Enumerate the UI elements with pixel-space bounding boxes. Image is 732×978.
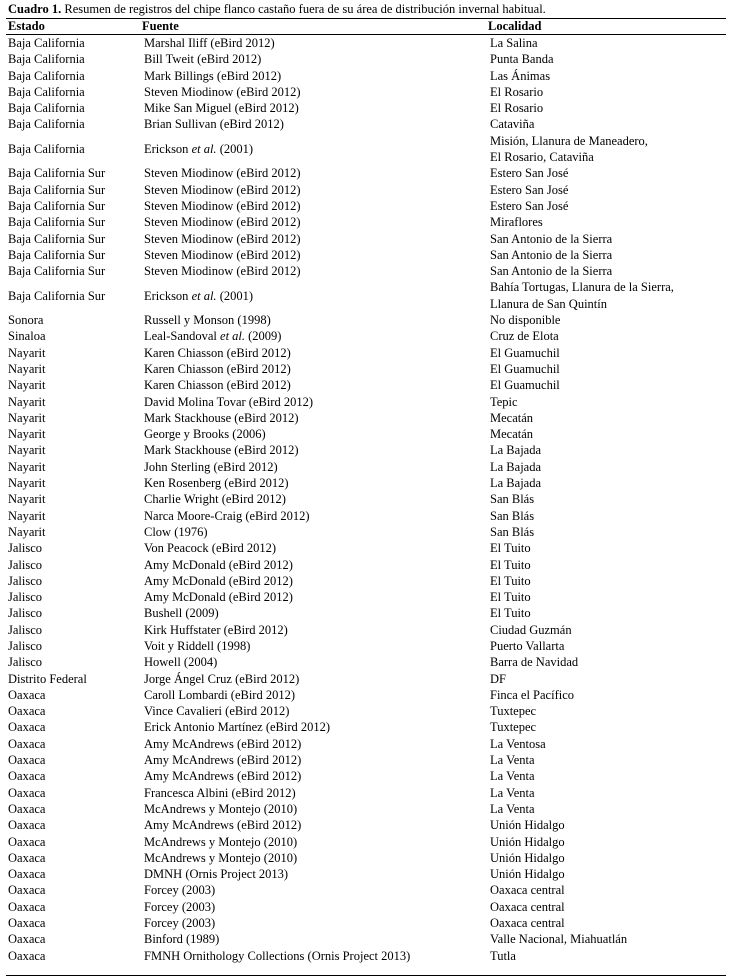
table-row xyxy=(6,899,730,915)
table-row xyxy=(6,345,730,361)
cell-estado: Jalisco xyxy=(8,573,43,588)
cell-localidad: Puerto Vallarta xyxy=(490,638,565,653)
cell-fuente: Steven Miodinow (eBird 2012) xyxy=(144,198,301,213)
cell-localidad: Cruz de Elota xyxy=(490,329,559,344)
cell-fuente: Steven Miodinow (eBird 2012) xyxy=(144,182,301,197)
cell-fuente: Steven Miodinow (eBird 2012) xyxy=(144,264,301,279)
cell-estado: Sonora xyxy=(8,313,44,328)
cell-localidad: La Bajada xyxy=(490,443,542,458)
table-row xyxy=(6,426,730,442)
cell-fuente: Bill Tweit (eBird 2012) xyxy=(144,52,262,67)
cell-estado: Oaxaca xyxy=(8,753,46,768)
caption-text: Resumen de registros del chipe flanco castaño fuera de su área de distribución invernal habitual. xyxy=(61,2,546,16)
cell-fuente: Russell y Monson (1998) xyxy=(144,313,271,328)
fuente-author: Leal-Sandoval xyxy=(144,329,221,344)
cell-estado: Jalisco xyxy=(8,638,43,653)
caption-label: Cuadro 1. xyxy=(8,2,62,16)
cell-estado: Nayarit xyxy=(8,345,46,360)
table-row xyxy=(6,948,730,964)
localidad-line: El Rosario, Cataviña xyxy=(490,150,594,165)
fuente-author: Erickson xyxy=(144,141,192,156)
cell-estado: Baja California xyxy=(8,36,85,50)
table-body xyxy=(6,35,730,964)
cell-estado: Baja California xyxy=(8,68,85,83)
table-row xyxy=(6,312,730,328)
table-row xyxy=(6,768,730,784)
cell-estado: Nayarit xyxy=(8,427,46,442)
bottom-rule xyxy=(6,975,726,976)
table-row xyxy=(6,752,730,768)
cell-estado: Oaxaca xyxy=(8,801,46,816)
cell-fuente: Steven Miodinow (eBird 2012) xyxy=(144,215,301,230)
cell-localidad: El Guamuchil xyxy=(490,345,560,360)
localidad-line: Bahía Tortugas, Llanura de la Sierra, xyxy=(490,280,674,295)
table-row xyxy=(6,410,730,426)
cell-localidad: San Blás xyxy=(490,524,535,539)
cell-fuente: Howell (2004) xyxy=(144,655,218,670)
cell-fuente: Ken Rosenberg (eBird 2012) xyxy=(144,476,289,491)
cell-estado: Oaxaca xyxy=(8,948,46,963)
table-row xyxy=(6,654,730,670)
cell-fuente: Amy McAndrews (eBird 2012) xyxy=(144,769,302,784)
cell-fuente: Karen Chiasson (eBird 2012) xyxy=(144,378,291,393)
cell-fuente: McAndrews y Montejo (2010) xyxy=(144,850,298,865)
cell-localidad: La Venta xyxy=(490,769,535,784)
cell-estado: Sinaloa xyxy=(8,329,46,344)
cell-fuente: Steven Miodinow (eBird 2012) xyxy=(144,84,301,99)
cell-localidad: Estero San José xyxy=(490,182,569,197)
cell-localidad: Tepic xyxy=(490,394,518,409)
fuente-et-al: et al. xyxy=(191,141,217,156)
cell-fuente: DMNH (Ornis Project 2013) xyxy=(144,867,289,882)
table-row xyxy=(6,703,730,719)
cell-localidad: San Blás xyxy=(490,492,535,507)
cell-localidad: Miraflores xyxy=(490,215,543,230)
cell-fuente: Francesca Albini (eBird 2012) xyxy=(144,785,296,800)
cell-localidad: La Venta xyxy=(490,753,535,768)
cell-estado: Oaxaca xyxy=(8,704,46,719)
cell-fuente: Brian Sullivan (eBird 2012) xyxy=(144,117,284,132)
cell-estado: Jalisco xyxy=(8,655,43,670)
cell-fuente: David Molina Tovar (eBird 2012) xyxy=(144,394,314,409)
table-row xyxy=(6,589,730,605)
cell-localidad: Valle Nacional, Miahuatlán xyxy=(490,932,628,947)
cell-estado: Oaxaca xyxy=(8,916,46,931)
table-row xyxy=(6,84,730,100)
cell-estado: Oaxaca xyxy=(8,736,46,751)
cell-estado: Nayarit xyxy=(8,443,46,458)
cell-estado: Nayarit xyxy=(8,459,46,474)
table-row xyxy=(6,573,730,589)
cell-estado: Baja California xyxy=(8,141,85,156)
cell-fuente: Mark Stackhouse (eBird 2012) xyxy=(144,443,299,458)
cell-localidad: Tuxtepec xyxy=(490,720,537,735)
table-row xyxy=(6,263,730,279)
cell-fuente: Karen Chiasson (eBird 2012) xyxy=(144,361,291,376)
table-row xyxy=(6,882,730,898)
cell-localidad: Unión Hidalgo xyxy=(490,867,565,882)
fuente-year: (2001) xyxy=(216,141,254,156)
cell-localidad: Oaxaca central xyxy=(490,916,565,931)
cell-estado: Nayarit xyxy=(8,394,46,409)
table-row xyxy=(6,459,730,475)
cell-localidad: DF xyxy=(490,671,506,686)
table-row xyxy=(6,247,730,263)
cell-estado: Oaxaca xyxy=(8,818,46,833)
cell-fuente: George y Brooks (2006) xyxy=(144,427,266,442)
fuente-year: (2001) xyxy=(216,288,254,303)
cell-fuente: Steven Miodinow (eBird 2012) xyxy=(144,166,301,181)
cell-fuente: Narca Moore-Craig (eBird 2012) xyxy=(144,508,310,523)
table-row xyxy=(6,736,730,752)
fuente-et-al: et al. xyxy=(191,288,217,303)
cell-fuente: Kirk Huffstater (eBird 2012) xyxy=(144,622,288,637)
header-fuente: Fuente xyxy=(142,19,179,33)
cell-localidad: Punta Banda xyxy=(490,52,554,67)
cell-fuente: Voit y Riddell (1998) xyxy=(144,638,251,653)
cell-fuente: Steven Miodinow (eBird 2012) xyxy=(144,231,301,246)
cell-fuente xyxy=(142,279,488,312)
top-rule xyxy=(6,18,726,19)
cell-estado: Distrito Federal xyxy=(8,671,87,686)
table-row xyxy=(6,68,730,84)
cell-estado: Jalisco xyxy=(8,557,43,572)
cell-localidad: El Tuito xyxy=(490,590,531,605)
cell-fuente: Clow (1976) xyxy=(144,524,208,539)
cell-localidad xyxy=(488,279,730,312)
cell-localidad: La Salina xyxy=(490,36,538,50)
cell-localidad: Unión Hidalgo xyxy=(490,850,565,865)
fuente-et-al: et al. xyxy=(220,329,246,344)
table-row xyxy=(6,866,730,882)
cell-fuente: Amy McAndrews (eBird 2012) xyxy=(144,753,302,768)
cell-localidad: Ciudad Guzmán xyxy=(490,622,572,637)
cell-estado: Baja California Sur xyxy=(8,198,106,213)
cell-localidad: Estero San José xyxy=(490,198,569,213)
cell-estado: Oaxaca xyxy=(8,899,46,914)
cell-localidad: Estero San José xyxy=(490,166,569,181)
header-estado: Estado xyxy=(8,19,45,33)
cell-estado: Nayarit xyxy=(8,508,46,523)
table-row xyxy=(6,915,730,931)
table-row xyxy=(6,116,730,132)
cell-fuente: Caroll Lombardi (eBird 2012) xyxy=(144,687,296,702)
cell-estado: Baja California xyxy=(8,84,85,99)
cell-estado: Oaxaca xyxy=(8,687,46,702)
header-localidad: Localidad xyxy=(488,19,542,33)
localidad-line: Llanura de San Quintín xyxy=(490,296,607,311)
cell-estado: Oaxaca xyxy=(8,834,46,849)
cell-fuente: Amy McAndrews (eBird 2012) xyxy=(144,736,302,751)
cell-localidad: Tutla xyxy=(490,948,516,963)
cell-fuente: Amy McAndrews (eBird 2012) xyxy=(144,818,302,833)
cell-localidad: La Bajada xyxy=(490,459,542,474)
table-row xyxy=(6,214,730,230)
cell-localidad: Las Ánimas xyxy=(490,68,551,83)
cell-fuente: McAndrews y Montejo (2010) xyxy=(144,801,298,816)
cell-fuente: McAndrews y Montejo (2010) xyxy=(144,834,298,849)
cell-estado: Jalisco xyxy=(8,590,43,605)
cell-fuente: Mark Stackhouse (eBird 2012) xyxy=(144,410,299,425)
cell-localidad: El Rosario xyxy=(490,84,544,99)
table-row xyxy=(6,850,730,866)
cell-fuente: FMNH Ornithology Collections (Ornis Project 2013) xyxy=(144,948,411,963)
table-row xyxy=(6,491,730,507)
cell-localidad: Cataviña xyxy=(490,117,535,132)
table-row xyxy=(6,279,730,312)
table-row xyxy=(6,328,730,344)
cell-localidad: Unión Hidalgo xyxy=(490,834,565,849)
cell-estado: Oaxaca xyxy=(8,785,46,800)
cell-fuente: Von Peacock (eBird 2012) xyxy=(144,541,277,556)
table-row xyxy=(6,622,730,638)
cell-fuente: Mike San Miguel (eBird 2012) xyxy=(144,101,299,116)
table-row xyxy=(6,719,730,735)
records-table xyxy=(6,35,730,964)
table-caption xyxy=(8,1,546,17)
cell-fuente: Amy McDonald (eBird 2012) xyxy=(144,590,293,605)
cell-localidad: El Tuito xyxy=(490,573,531,588)
cell-localidad: No disponible xyxy=(490,313,561,328)
table-row xyxy=(6,475,730,491)
table-row xyxy=(6,671,730,687)
cell-localidad: Tuxtepec xyxy=(490,704,537,719)
cell-fuente: Forcey (2003) xyxy=(144,883,216,898)
cell-fuente: Jorge Ángel Cruz (eBird 2012) xyxy=(144,671,300,686)
cell-estado: Baja California Sur xyxy=(8,231,106,246)
cell-localidad: Oaxaca central xyxy=(490,883,565,898)
table-row xyxy=(6,231,730,247)
cell-fuente xyxy=(142,328,488,344)
table-row xyxy=(6,638,730,654)
cell-fuente: Binford (1989) xyxy=(144,932,220,947)
cell-localidad: El Tuito xyxy=(490,541,531,556)
cell-fuente: Amy McDonald (eBird 2012) xyxy=(144,573,293,588)
table-row xyxy=(6,817,730,833)
cell-estado: Nayarit xyxy=(8,410,46,425)
table-row xyxy=(6,524,730,540)
table-row xyxy=(6,35,730,51)
fuente-author: Erickson xyxy=(144,288,192,303)
table-row xyxy=(6,834,730,850)
table-row xyxy=(6,361,730,377)
table-row xyxy=(6,133,730,166)
cell-localidad: San Antonio de la Sierra xyxy=(490,247,613,262)
table-row xyxy=(6,557,730,573)
table-row xyxy=(6,182,730,198)
cell-fuente: Amy McDonald (eBird 2012) xyxy=(144,557,293,572)
table-row xyxy=(6,508,730,524)
table-row xyxy=(6,687,730,703)
cell-fuente: Vince Cavalieri (eBird 2012) xyxy=(144,704,290,719)
table-row xyxy=(6,394,730,410)
table-row xyxy=(6,605,730,621)
cell-fuente: Forcey (2003) xyxy=(144,916,216,931)
cell-localidad: El Rosario xyxy=(490,101,544,116)
cell-estado: Oaxaca xyxy=(8,883,46,898)
cell-localidad: Oaxaca central xyxy=(490,899,565,914)
cell-estado: Nayarit xyxy=(8,378,46,393)
cell-estado: Baja California xyxy=(8,101,85,116)
cell-localidad: El Guamuchil xyxy=(490,361,560,376)
cell-localidad: Mecatán xyxy=(490,410,534,425)
cell-estado: Baja California Sur xyxy=(8,215,106,230)
table-row xyxy=(6,198,730,214)
cell-estado: Baja California Sur xyxy=(8,247,106,262)
cell-localidad: Unión Hidalgo xyxy=(490,818,565,833)
table-row xyxy=(6,51,730,67)
cell-localidad: Mecatán xyxy=(490,427,534,442)
fuente-year: (2009) xyxy=(245,329,282,344)
table-row xyxy=(6,377,730,393)
cell-fuente: Bushell (2009) xyxy=(144,606,219,621)
cell-localidad: La Venta xyxy=(490,785,535,800)
cell-fuente: Karen Chiasson (eBird 2012) xyxy=(144,345,291,360)
cell-localidad: Barra de Navidad xyxy=(490,655,579,670)
cell-fuente: Marshal Iliff (eBird 2012) xyxy=(144,36,275,50)
localidad-line: Misión, Llanura de Maneadero, xyxy=(490,133,648,148)
cell-estado: Baja California Sur xyxy=(8,166,106,181)
table-row xyxy=(6,540,730,556)
cell-estado: Oaxaca xyxy=(8,720,46,735)
cell-estado: Nayarit xyxy=(8,524,46,539)
cell-estado: Baja California Sur xyxy=(8,182,106,197)
cell-fuente: Mark Billings (eBird 2012) xyxy=(144,68,282,83)
cell-fuente: Charlie Wright (eBird 2012) xyxy=(144,492,286,507)
cell-estado: Baja California xyxy=(8,52,85,67)
cell-fuente: Steven Miodinow (eBird 2012) xyxy=(144,247,301,262)
cell-estado: Oaxaca xyxy=(8,867,46,882)
cell-localidad: Finca el Pacífico xyxy=(490,687,574,702)
cell-estado: Oaxaca xyxy=(8,932,46,947)
cell-estado: Baja California Sur xyxy=(8,264,106,279)
cell-localidad: La Ventosa xyxy=(490,736,546,751)
cell-estado: Jalisco xyxy=(8,622,43,637)
cell-estado: Baja California xyxy=(8,117,85,132)
cell-localidad: El Tuito xyxy=(490,606,531,621)
table-row xyxy=(6,165,730,181)
table-row xyxy=(6,801,730,817)
cell-estado: Oaxaca xyxy=(8,850,46,865)
cell-estado: Jalisco xyxy=(8,541,43,556)
cell-localidad: San Blás xyxy=(490,508,535,523)
table-row xyxy=(6,442,730,458)
cell-estado: Baja California Sur xyxy=(8,288,106,303)
cell-localidad: El Guamuchil xyxy=(490,378,560,393)
cell-estado: Oaxaca xyxy=(8,769,46,784)
cell-localidad: San Antonio de la Sierra xyxy=(490,264,613,279)
cell-estado: Nayarit xyxy=(8,361,46,376)
cell-localidad: La Bajada xyxy=(490,476,542,491)
cell-fuente: John Sterling (eBird 2012) xyxy=(144,459,278,474)
cell-localidad: El Tuito xyxy=(490,557,531,572)
table-row xyxy=(6,931,730,947)
table-row xyxy=(6,785,730,801)
cell-fuente xyxy=(142,133,488,166)
cell-fuente: Erick Antonio Martínez (eBird 2012) xyxy=(144,720,331,735)
cell-fuente: Forcey (2003) xyxy=(144,899,216,914)
table-row xyxy=(6,100,730,116)
cell-localidad: La Venta xyxy=(490,801,535,816)
cell-estado: Nayarit xyxy=(8,492,46,507)
cell-localidad xyxy=(488,133,730,166)
cell-localidad: San Antonio de la Sierra xyxy=(490,231,613,246)
cell-estado: Jalisco xyxy=(8,606,43,621)
cell-estado: Nayarit xyxy=(8,476,46,491)
